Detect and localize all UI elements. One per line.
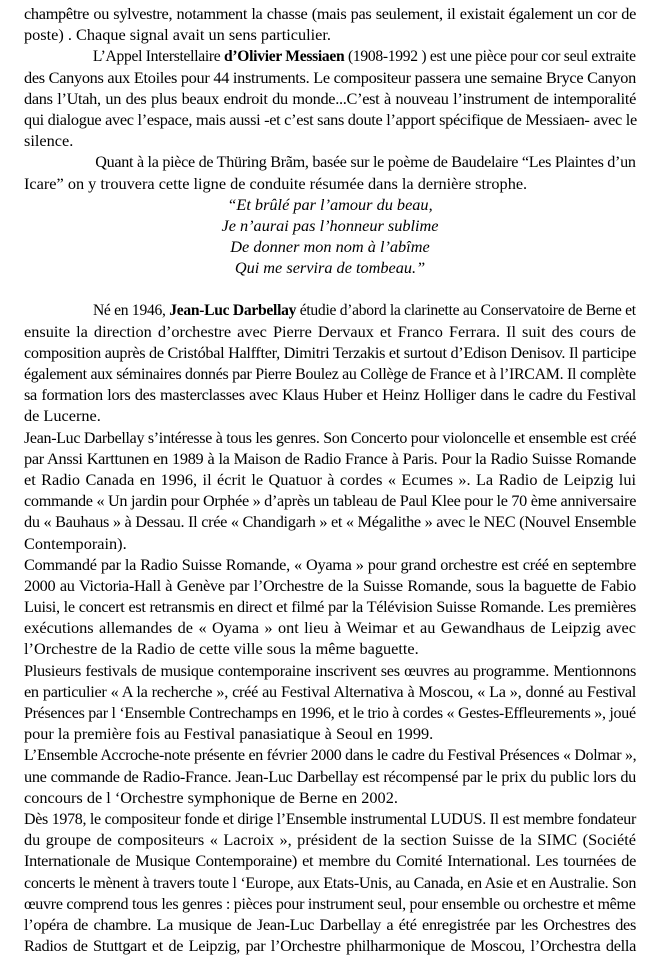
text-line: poste) . Chaque signal avait un sens particulier. (24, 25, 332, 45)
text-line: ensuite la direction d’orchestre avec Pierre Dervaux et Franco Ferrara. Il suit des cours de (24, 321, 636, 341)
text-line: de Lucerne. (24, 406, 101, 426)
poem-line: De donner mon nom à l’abîme (230, 237, 430, 257)
text-span: Né en 1946, (92, 300, 170, 320)
oyama-paragraph (24, 554, 636, 660)
text-line: œuvre comprend tous les genres : pièces pour instrument seul, pour ensemble ou orchestre et même (24, 893, 636, 913)
composer-name-darbellay: Jean-Luc Darbellay (169, 300, 297, 320)
text-line (24, 45, 636, 66)
intro-paragraph (24, 3, 636, 45)
poem-line: Qui me servira de tombeau.” (234, 258, 426, 278)
text-line: Quant à la pièce de Thüring Brãm, basée sur le poème de Baudelaire “Les Plaintes d’un (95, 152, 636, 172)
text-line: Contemporain). (24, 533, 127, 553)
poem-line: Je n’aurai pas l’honneur sublime (221, 215, 439, 235)
text-line (24, 299, 636, 320)
text-line: Dès 1978, le compositeur fonde et dirige l’Ensemble instrumental LUDUS. Il est membre fondateur (24, 808, 637, 828)
text-line: silence. (24, 131, 74, 151)
text-line: également aux séminaires donnés par Pierre Boulez au Collège de France et à l’IRCAM. Il complète (24, 364, 636, 383)
paragraph-gap (24, 278, 636, 299)
text-line: qui dialogue avec l’espace, mais aussi -et c’est sans doute l’apport spécifique de Messiaen- avec le (24, 109, 637, 129)
text-line: par Anssi Karttunen en 1989 à la Maison de Radio France à Paris. Pour la Radio Suisse Romande (24, 448, 636, 468)
text-line: concours de l ‘Orchestre symphonique de Berne en 2002. (24, 787, 398, 807)
text-line: commande « Un jardin pour Orphée » d’après un tableau de Paul Klee pour le 70 ème anniversaire (24, 491, 637, 511)
text-line: dans l’Utah, un des plus beaux endroit du monde...C’est à nouveau l’instrument de intemporalité (24, 88, 636, 108)
text-line: pour la première fois au Festival panasiatique à Seoul en 1999. (24, 724, 434, 744)
text-line: Plusieurs festivals de musique contemporaine inscrivent ses œuvres au programme. Mentionnons (24, 660, 636, 680)
text-line: Radios de Stuttgart et de Leipzig, par l’Orchestre philharmonique de Moscou, l’Orchestra della (24, 936, 636, 956)
text-line: Icare” on y trouvera cette ligne de conduite résumée dans la dernière strophe. (24, 173, 528, 193)
composer-name-messiaen: d’Olivier Messiaen (224, 46, 345, 66)
text-line: Commandé par la Radio Suisse Romande, « Oyama » pour grand orchestre est créé en septembre (24, 554, 636, 574)
document-page (24, 3, 636, 956)
text-line: 2000 au Victoria-Hall à Genève par l’Orchestre de la Suisse Romande, sous la baguette de Fabio (24, 575, 636, 595)
text-line: du groupe de compositeurs « Lacroix », président de la section Suisse de la SIMC (Société (24, 830, 636, 850)
festivals-paragraph (24, 660, 636, 745)
text-line: sa formation lors des masterclasses avec Klaus Huber et Heinz Holliger dans le cadre du Festival (24, 385, 636, 405)
genres-paragraph (24, 427, 636, 554)
text-line: Jean-Luc Darbellay s’intéresse à tous les genres. Son Concerto pour violoncelle et ensemble est créé (24, 427, 637, 447)
darbellay-paragraph (24, 299, 636, 426)
text-line: une commande de Radio-France. Jean-Luc Darbellay est récompensé par le prix du public lors du (24, 766, 636, 786)
poem-line: “Et brûlé par l’amour du beau, (227, 194, 433, 214)
accroche-paragraph (24, 744, 636, 808)
text-line: des Canyons aux Etoiles pour 44 instruments. Le compositeur passera une semaine Bryce Canyon (24, 67, 636, 87)
bram-paragraph (24, 151, 636, 193)
text-line: Luisi, le concert est retransmis en direct et filmé par la Télévision Suisse Romande. Les premières (24, 597, 636, 617)
poem-quote (24, 194, 636, 279)
text-line: Internationale de Musique Contemporaine) et membre du Comité International. Les tournées de (24, 851, 636, 871)
ludus-paragraph (24, 808, 636, 956)
text-line: champêtre ou sylvestre, notamment la chasse (mais pas seulement, il existait également un cor de (24, 4, 636, 23)
text-span: (1908-1992 ) est une pièce pour cor seul extraite (344, 46, 636, 66)
text-line: et Radio Canada en 1996, il écrit le Quatuor à cordes « Ecumes ». La Radio de Leipzig lui (24, 469, 636, 489)
text-line: L’Ensemble Accroche-note présente en février 2000 dans le cadre du Festival Présences « Dolmar », (24, 745, 637, 765)
text-span: L’Appel Interstellaire (92, 46, 225, 66)
messiaen-paragraph (24, 45, 636, 151)
text-line: composition auprès de Cristóbal Halffter, Dimitri Terzakis et surtout d’Edison Denisov. Il participe (24, 342, 637, 362)
text-line: concerts le mènent à travers toute l ‘Europe, aux Etats-Unis, au Canada, en Asie et en Australie. Son (24, 872, 637, 892)
text-span: étudie d’abord la clarinette au Conservatoire de Berne et (296, 300, 636, 320)
text-line: exécutions allemandes de « Oyama » ont lieu à Weimar et au Gewandhaus de Leipzig avec (24, 618, 636, 638)
text-line: Présences par l ‘Ensemble Contrechamps en 1996, et le trio à cordes « Gestes-Effleurements », joué (24, 703, 636, 722)
text-line: en particulier « A la recherche », créé au Festival Alternativa à Moscou, « La », donné au Festival (24, 681, 636, 701)
text-line: du « Bauhaus » à Dessau. Il crée « Chandigarh » et « Mégalithe » avec le NEC (Nouvel Ensemble (24, 512, 636, 532)
text-line: l’opéra de chambre. La musique de Jean-Luc Darbellay a été enregistrée par les Orchestres des (24, 914, 636, 934)
text-line: l’Orchestre de la Radio de cette ville sous la même baguette. (24, 639, 419, 659)
